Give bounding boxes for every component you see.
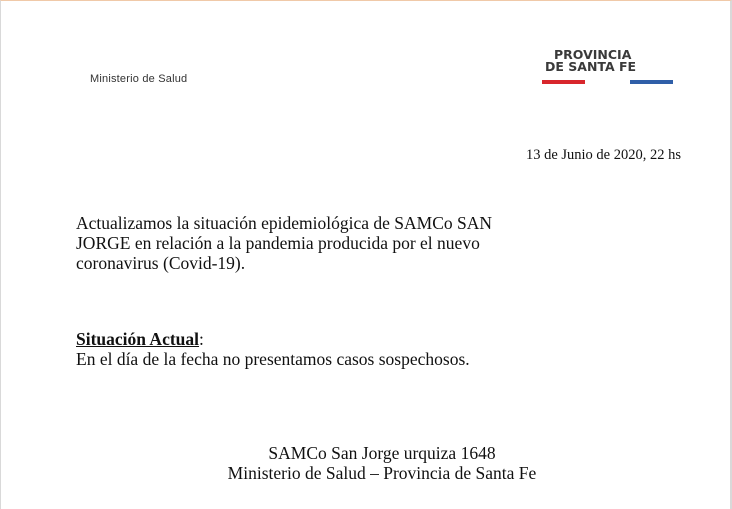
document-footer: [1, 443, 732, 483]
situation-title: Situación Actual: [76, 329, 200, 349]
intro-line-1: Actualizamos la situación epidemiológica de SAMCo SAN: [76, 213, 493, 233]
intro-paragraph: [76, 213, 636, 273]
logo-blue-bar: [630, 80, 673, 84]
situation-section: [76, 329, 636, 369]
document-date: 13 de Junio de 2020, 22 hs: [525, 147, 681, 163]
situation-heading: [76, 329, 636, 349]
logo-line-2: DE SANTA FE: [545, 59, 637, 74]
intro-line-3: coronavirus (Covid-19).: [76, 253, 246, 273]
ministry-label: Ministerio de Salud: [90, 73, 188, 85]
situation-colon: :: [199, 329, 204, 349]
logo-line-1: PROVINCIA: [554, 47, 632, 62]
intro-line-2: JORGE en relación a la pandemia producida por el nuevo: [76, 233, 480, 253]
logo-red-bar: [542, 80, 585, 84]
provincia-santa-fe-logo: [542, 49, 674, 89]
footer-line-1: SAMCo San Jorge urquiza 1648: [268, 443, 496, 463]
footer-line-2: Ministerio de Salud – Provincia de Santa Fe: [227, 463, 537, 483]
situation-text: En el día de la fecha no presentamos casos sospechosos.: [76, 349, 470, 369]
